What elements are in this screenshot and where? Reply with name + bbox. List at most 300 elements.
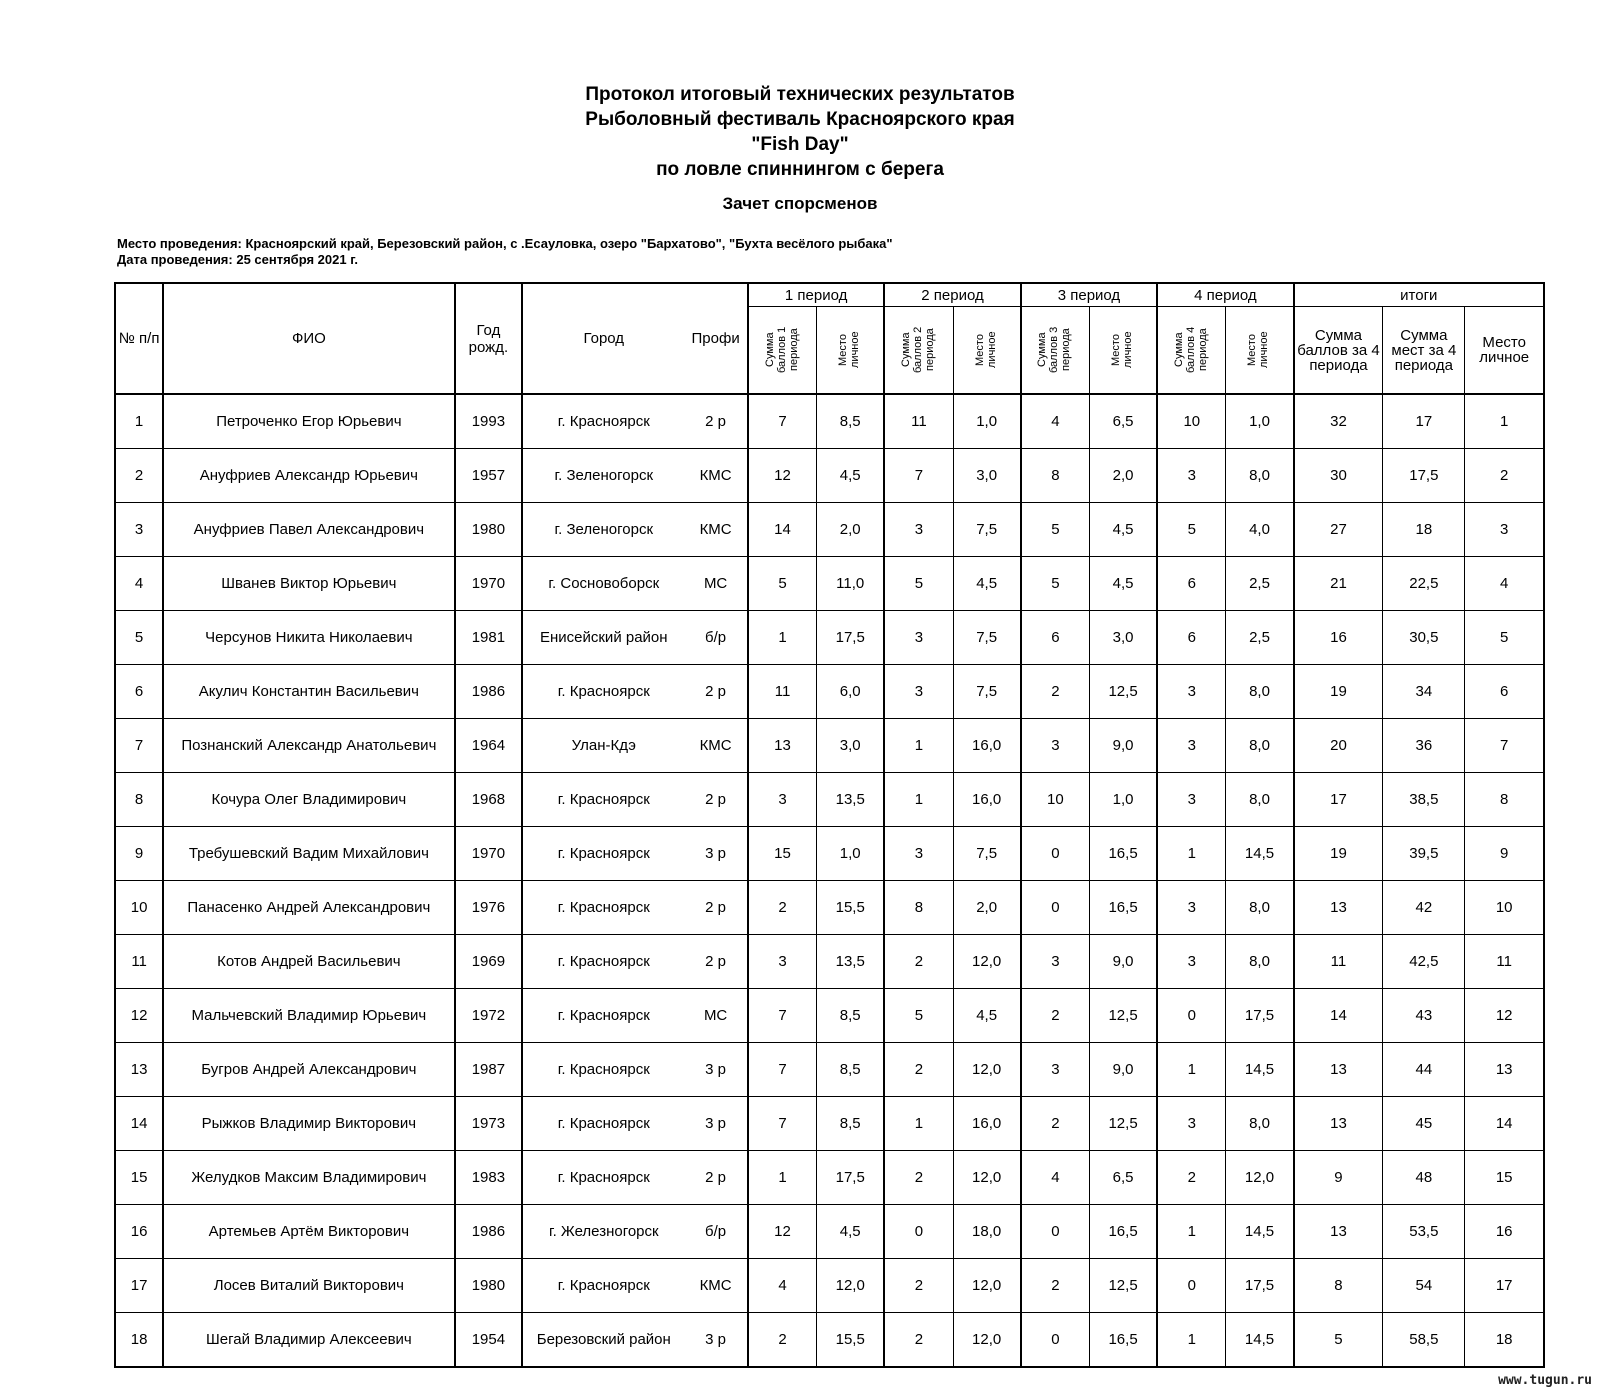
cell-total-points: 13 bbox=[1294, 1205, 1383, 1259]
cell-name: Котов Андрей Васильевич bbox=[163, 935, 454, 989]
table-row bbox=[115, 827, 1544, 881]
cell-p2-place: 16,0 bbox=[953, 719, 1021, 773]
cell-p3-sum: 2 bbox=[1021, 1259, 1090, 1313]
cell-name: Познанский Александр Анатольевич bbox=[163, 719, 454, 773]
cell-p1-place: 17,5 bbox=[817, 1151, 885, 1205]
cell-p2-sum: 1 bbox=[884, 773, 953, 827]
header-total-places: Сумма мест за 4 периода bbox=[1383, 307, 1465, 395]
header-p4-place-text: Место личное bbox=[1246, 331, 1271, 369]
cell-city: г. Зеленогорск bbox=[522, 449, 684, 503]
cell-num: 7 bbox=[115, 719, 163, 773]
cell-p4-place: 17,5 bbox=[1226, 1259, 1294, 1313]
cell-final-place: 5 bbox=[1465, 611, 1544, 665]
header-period-4: 4 период bbox=[1157, 283, 1293, 307]
cell-p2-sum: 3 bbox=[884, 503, 953, 557]
cell-final-place: 6 bbox=[1465, 665, 1544, 719]
cell-total-places: 53,5 bbox=[1383, 1205, 1465, 1259]
cell-year: 1972 bbox=[455, 989, 523, 1043]
cell-p4-place: 8,0 bbox=[1226, 719, 1294, 773]
header-city: Город bbox=[522, 283, 684, 394]
cell-p4-sum: 5 bbox=[1157, 503, 1226, 557]
cell-rank: 2 р bbox=[684, 935, 748, 989]
cell-p4-sum: 10 bbox=[1157, 394, 1226, 449]
header-num: № п/п bbox=[115, 283, 163, 394]
cell-p3-place: 4,5 bbox=[1089, 503, 1157, 557]
cell-total-places: 43 bbox=[1383, 989, 1465, 1043]
cell-num: 12 bbox=[115, 989, 163, 1043]
cell-city: г. Красноярск bbox=[522, 1151, 684, 1205]
title-line-4: по ловле спиннингом с берега bbox=[656, 159, 944, 180]
cell-final-place: 11 bbox=[1465, 935, 1544, 989]
cell-rank: КМС bbox=[684, 449, 748, 503]
cell-rank: 3 р bbox=[684, 1313, 748, 1368]
cell-p1-sum: 1 bbox=[748, 611, 817, 665]
table-row bbox=[115, 503, 1544, 557]
watermark: www.tugun.ru bbox=[1498, 1373, 1592, 1388]
table-row bbox=[115, 935, 1544, 989]
document-subtitle: Зачет спорсменов bbox=[722, 194, 878, 213]
cell-name: Артемьев Артём Викторович bbox=[163, 1205, 454, 1259]
cell-year: 1973 bbox=[455, 1097, 523, 1151]
cell-total-places: 42,5 bbox=[1383, 935, 1465, 989]
cell-p3-place: 6,5 bbox=[1089, 394, 1157, 449]
cell-p3-place: 6,5 bbox=[1089, 1151, 1157, 1205]
cell-name: Акулич Константин Васильевич bbox=[163, 665, 454, 719]
cell-p4-sum: 6 bbox=[1157, 611, 1226, 665]
cell-p3-sum: 8 bbox=[1021, 449, 1090, 503]
cell-num: 2 bbox=[115, 449, 163, 503]
cell-final-place: 7 bbox=[1465, 719, 1544, 773]
header-p1-place bbox=[817, 307, 885, 395]
cell-total-places: 54 bbox=[1383, 1259, 1465, 1313]
cell-p1-sum: 12 bbox=[748, 1205, 817, 1259]
document-title bbox=[0, 82, 1600, 182]
cell-p1-sum: 12 bbox=[748, 449, 817, 503]
cell-p4-sum: 0 bbox=[1157, 1259, 1226, 1313]
cell-p1-place: 4,5 bbox=[817, 1205, 885, 1259]
cell-total-places: 42 bbox=[1383, 881, 1465, 935]
cell-p2-sum: 1 bbox=[884, 719, 953, 773]
header-p4-place bbox=[1226, 307, 1294, 395]
cell-p1-place: 12,0 bbox=[817, 1259, 885, 1313]
results-table bbox=[114, 282, 1545, 1368]
cell-city: г. Красноярск bbox=[522, 394, 684, 449]
cell-p1-place: 6,0 bbox=[817, 665, 885, 719]
cell-p3-sum: 5 bbox=[1021, 503, 1090, 557]
cell-p3-sum: 2 bbox=[1021, 665, 1090, 719]
cell-name: Ануфриев Павел Александрович bbox=[163, 503, 454, 557]
cell-p2-sum: 7 bbox=[884, 449, 953, 503]
cell-total-places: 34 bbox=[1383, 665, 1465, 719]
cell-p2-place: 7,5 bbox=[953, 665, 1021, 719]
cell-p1-sum: 2 bbox=[748, 881, 817, 935]
cell-rank: б/р bbox=[684, 611, 748, 665]
cell-total-points: 8 bbox=[1294, 1259, 1383, 1313]
cell-rank: 2 р bbox=[684, 1151, 748, 1205]
cell-p2-place: 7,5 bbox=[953, 611, 1021, 665]
cell-city: г. Красноярск bbox=[522, 827, 684, 881]
cell-rank: КМС bbox=[684, 1259, 748, 1313]
header-period-1: 1 период bbox=[748, 283, 884, 307]
cell-p1-sum: 11 bbox=[748, 665, 817, 719]
cell-p4-sum: 1 bbox=[1157, 1043, 1226, 1097]
cell-p1-sum: 14 bbox=[748, 503, 817, 557]
cell-p3-place: 3,0 bbox=[1089, 611, 1157, 665]
cell-p2-place: 1,0 bbox=[953, 394, 1021, 449]
cell-p2-place: 16,0 bbox=[953, 1097, 1021, 1151]
cell-p3-sum: 3 bbox=[1021, 935, 1090, 989]
header-final-place: Место личное bbox=[1465, 307, 1544, 395]
cell-p4-place: 8,0 bbox=[1226, 1097, 1294, 1151]
cell-total-points: 19 bbox=[1294, 665, 1383, 719]
cell-p3-place: 12,5 bbox=[1089, 989, 1157, 1043]
header-p2-place-text: Место личное bbox=[973, 331, 998, 369]
table-row bbox=[115, 1205, 1544, 1259]
cell-p2-place: 12,0 bbox=[953, 1043, 1021, 1097]
cell-p2-place: 12,0 bbox=[953, 1259, 1021, 1313]
cell-city: г. Красноярск bbox=[522, 989, 684, 1043]
cell-total-places: 44 bbox=[1383, 1043, 1465, 1097]
cell-total-places: 48 bbox=[1383, 1151, 1465, 1205]
cell-p2-sum: 11 bbox=[884, 394, 953, 449]
cell-rank: МС bbox=[684, 989, 748, 1043]
cell-p4-sum: 1 bbox=[1157, 1205, 1226, 1259]
cell-p3-sum: 4 bbox=[1021, 1151, 1090, 1205]
cell-city: г. Красноярск bbox=[522, 881, 684, 935]
cell-p2-place: 12,0 bbox=[953, 1151, 1021, 1205]
cell-p4-place: 8,0 bbox=[1226, 665, 1294, 719]
cell-p4-sum: 3 bbox=[1157, 719, 1226, 773]
table-row bbox=[115, 1259, 1544, 1313]
cell-final-place: 17 bbox=[1465, 1259, 1544, 1313]
header-p2-place bbox=[953, 307, 1021, 395]
cell-p4-sum: 3 bbox=[1157, 881, 1226, 935]
cell-city: Улан-Кдэ bbox=[522, 719, 684, 773]
cell-num: 9 bbox=[115, 827, 163, 881]
cell-num: 8 bbox=[115, 773, 163, 827]
cell-name: Лосев Виталий Викторович bbox=[163, 1259, 454, 1313]
cell-p4-place: 4,0 bbox=[1226, 503, 1294, 557]
cell-name: Шегай Владимир Алексеевич bbox=[163, 1313, 454, 1368]
cell-p1-place: 13,5 bbox=[817, 935, 885, 989]
cell-p1-place: 8,5 bbox=[817, 1097, 885, 1151]
cell-year: 1964 bbox=[455, 719, 523, 773]
cell-num: 11 bbox=[115, 935, 163, 989]
table-row bbox=[115, 1313, 1544, 1368]
cell-total-places: 39,5 bbox=[1383, 827, 1465, 881]
cell-final-place: 18 bbox=[1465, 1313, 1544, 1368]
cell-p1-sum: 4 bbox=[748, 1259, 817, 1313]
cell-p1-sum: 1 bbox=[748, 1151, 817, 1205]
cell-p4-sum: 3 bbox=[1157, 773, 1226, 827]
cell-year: 1980 bbox=[455, 503, 523, 557]
cell-p4-place: 14,5 bbox=[1226, 1313, 1294, 1368]
cell-p4-place: 14,5 bbox=[1226, 1205, 1294, 1259]
cell-num: 3 bbox=[115, 503, 163, 557]
cell-p2-place: 18,0 bbox=[953, 1205, 1021, 1259]
cell-p3-place: 12,5 bbox=[1089, 1259, 1157, 1313]
cell-p1-place: 13,5 bbox=[817, 773, 885, 827]
header-p4-sum-text: Сумма баллов 4 периода bbox=[1172, 326, 1209, 374]
cell-year: 1957 bbox=[455, 449, 523, 503]
cell-p2-sum: 1 bbox=[884, 1097, 953, 1151]
cell-num: 1 bbox=[115, 394, 163, 449]
header-p1-sum-text: Сумма баллов 1 периода bbox=[763, 326, 800, 374]
cell-p3-sum: 0 bbox=[1021, 1205, 1090, 1259]
cell-p2-sum: 2 bbox=[884, 1043, 953, 1097]
cell-total-places: 45 bbox=[1383, 1097, 1465, 1151]
cell-p3-sum: 3 bbox=[1021, 719, 1090, 773]
cell-p2-place: 7,5 bbox=[953, 503, 1021, 557]
cell-p3-sum: 2 bbox=[1021, 989, 1090, 1043]
cell-total-points: 21 bbox=[1294, 557, 1383, 611]
cell-p1-place: 2,0 bbox=[817, 503, 885, 557]
cell-final-place: 2 bbox=[1465, 449, 1544, 503]
cell-p2-place: 12,0 bbox=[953, 935, 1021, 989]
cell-p3-place: 16,5 bbox=[1089, 1205, 1157, 1259]
cell-num: 17 bbox=[115, 1259, 163, 1313]
cell-name: Кочура Олег Владимирович bbox=[163, 773, 454, 827]
cell-p2-place: 12,0 bbox=[953, 1313, 1021, 1368]
cell-p1-place: 3,0 bbox=[817, 719, 885, 773]
cell-year: 1986 bbox=[455, 665, 523, 719]
cell-p4-place: 14,5 bbox=[1226, 827, 1294, 881]
cell-p2-sum: 2 bbox=[884, 935, 953, 989]
header-totals: итоги bbox=[1294, 283, 1544, 307]
cell-year: 1969 bbox=[455, 935, 523, 989]
cell-city: г. Красноярск bbox=[522, 1097, 684, 1151]
cell-year: 1968 bbox=[455, 773, 523, 827]
cell-total-points: 30 bbox=[1294, 449, 1383, 503]
cell-num: 16 bbox=[115, 1205, 163, 1259]
cell-p1-sum: 3 bbox=[748, 773, 817, 827]
cell-year: 1981 bbox=[455, 611, 523, 665]
header-p2-sum-text: Сумма баллов 2 периода bbox=[899, 326, 936, 374]
cell-p3-sum: 2 bbox=[1021, 1097, 1090, 1151]
cell-p1-sum: 2 bbox=[748, 1313, 817, 1368]
cell-total-places: 17,5 bbox=[1383, 449, 1465, 503]
cell-p2-sum: 5 bbox=[884, 557, 953, 611]
cell-p4-place: 8,0 bbox=[1226, 881, 1294, 935]
cell-rank: 2 р bbox=[684, 881, 748, 935]
cell-p2-sum: 2 bbox=[884, 1259, 953, 1313]
header-name: ФИО bbox=[163, 283, 454, 394]
cell-p3-sum: 10 bbox=[1021, 773, 1090, 827]
table-row bbox=[115, 611, 1544, 665]
cell-year: 1986 bbox=[455, 1205, 523, 1259]
cell-p2-place: 3,0 bbox=[953, 449, 1021, 503]
cell-p2-sum: 2 bbox=[884, 1151, 953, 1205]
cell-year: 1970 bbox=[455, 827, 523, 881]
cell-p3-sum: 0 bbox=[1021, 881, 1090, 935]
cell-num: 10 bbox=[115, 881, 163, 935]
table-row bbox=[115, 557, 1544, 611]
table-row bbox=[115, 1151, 1544, 1205]
cell-p4-sum: 3 bbox=[1157, 1097, 1226, 1151]
cell-name: Требушевский Вадим Михайлович bbox=[163, 827, 454, 881]
cell-p4-place: 2,5 bbox=[1226, 557, 1294, 611]
cell-year: 1987 bbox=[455, 1043, 523, 1097]
cell-rank: МС bbox=[684, 557, 748, 611]
cell-p2-place: 4,5 bbox=[953, 557, 1021, 611]
cell-total-points: 14 bbox=[1294, 989, 1383, 1043]
cell-p1-place: 8,5 bbox=[817, 1043, 885, 1097]
cell-p4-place: 8,0 bbox=[1226, 935, 1294, 989]
cell-p1-sum: 15 bbox=[748, 827, 817, 881]
title-line-2: Рыболовный фестиваль Красноярского края bbox=[585, 109, 1015, 130]
table-row bbox=[115, 1043, 1544, 1097]
cell-rank: 2 р bbox=[684, 773, 748, 827]
cell-name: Петроченко Егор Юрьевич bbox=[163, 394, 454, 449]
header-p1-place-text: Место личное bbox=[837, 331, 862, 369]
cell-p3-place: 12,5 bbox=[1089, 665, 1157, 719]
table-row bbox=[115, 989, 1544, 1043]
cell-total-points: 20 bbox=[1294, 719, 1383, 773]
cell-p1-sum: 7 bbox=[748, 1097, 817, 1151]
cell-p4-place: 2,5 bbox=[1226, 611, 1294, 665]
cell-rank: КМС bbox=[684, 503, 748, 557]
cell-rank: 2 р bbox=[684, 665, 748, 719]
event-info bbox=[117, 236, 893, 268]
venue-text: Место проведения: Красноярский край, Березовский район, с .Есауловка, озеро "Бархатово", "Бухта весёлого рыбака" bbox=[117, 236, 893, 251]
cell-p3-sum: 4 bbox=[1021, 394, 1090, 449]
cell-final-place: 14 bbox=[1465, 1097, 1544, 1151]
cell-p3-sum: 0 bbox=[1021, 1313, 1090, 1368]
cell-total-points: 11 bbox=[1294, 935, 1383, 989]
header-p1-sum bbox=[748, 307, 817, 395]
cell-num: 13 bbox=[115, 1043, 163, 1097]
header-period-2: 2 период bbox=[884, 283, 1020, 307]
cell-p2-sum: 3 bbox=[884, 665, 953, 719]
cell-p4-place: 8,0 bbox=[1226, 773, 1294, 827]
table-row bbox=[115, 394, 1544, 449]
cell-p1-sum: 3 bbox=[748, 935, 817, 989]
cell-p2-sum: 8 bbox=[884, 881, 953, 935]
cell-num: 5 bbox=[115, 611, 163, 665]
cell-p1-place: 17,5 bbox=[817, 611, 885, 665]
cell-city: г. Красноярск bbox=[522, 665, 684, 719]
cell-city: г. Красноярск bbox=[522, 1259, 684, 1313]
cell-total-points: 13 bbox=[1294, 1097, 1383, 1151]
cell-p4-place: 1,0 bbox=[1226, 394, 1294, 449]
cell-p2-place: 4,5 bbox=[953, 989, 1021, 1043]
cell-p3-place: 16,5 bbox=[1089, 881, 1157, 935]
cell-year: 1980 bbox=[455, 1259, 523, 1313]
table-row bbox=[115, 881, 1544, 935]
header-p3-sum bbox=[1021, 307, 1090, 395]
cell-p2-sum: 3 bbox=[884, 611, 953, 665]
cell-final-place: 12 bbox=[1465, 989, 1544, 1043]
cell-year: 1983 bbox=[455, 1151, 523, 1205]
cell-p3-place: 9,0 bbox=[1089, 719, 1157, 773]
cell-total-places: 36 bbox=[1383, 719, 1465, 773]
cell-p4-sum: 6 bbox=[1157, 557, 1226, 611]
cell-final-place: 16 bbox=[1465, 1205, 1544, 1259]
cell-p3-place: 2,0 bbox=[1089, 449, 1157, 503]
cell-p3-place: 9,0 bbox=[1089, 935, 1157, 989]
header-p3-sum-text: Сумма баллов 3 периода bbox=[1036, 326, 1073, 374]
cell-final-place: 15 bbox=[1465, 1151, 1544, 1205]
cell-name: Рыжков Владимир Викторович bbox=[163, 1097, 454, 1151]
table-row bbox=[115, 449, 1544, 503]
cell-p1-place: 15,5 bbox=[817, 881, 885, 935]
header-p4-sum bbox=[1157, 307, 1226, 395]
cell-p4-sum: 2 bbox=[1157, 1151, 1226, 1205]
cell-num: 15 bbox=[115, 1151, 163, 1205]
cell-rank: 3 р bbox=[684, 1043, 748, 1097]
header-p2-sum bbox=[884, 307, 953, 395]
cell-final-place: 9 bbox=[1465, 827, 1544, 881]
table-row bbox=[115, 665, 1544, 719]
cell-final-place: 4 bbox=[1465, 557, 1544, 611]
table-row bbox=[115, 719, 1544, 773]
cell-city: г. Красноярск bbox=[522, 935, 684, 989]
cell-name: Желудков Максим Владимирович bbox=[163, 1151, 454, 1205]
cell-final-place: 1 bbox=[1465, 394, 1544, 449]
cell-p2-sum: 5 bbox=[884, 989, 953, 1043]
cell-p2-place: 16,0 bbox=[953, 773, 1021, 827]
cell-city: г. Железногорск bbox=[522, 1205, 684, 1259]
cell-city: г. Красноярск bbox=[522, 773, 684, 827]
cell-p1-place: 1,0 bbox=[817, 827, 885, 881]
cell-final-place: 10 bbox=[1465, 881, 1544, 935]
cell-year: 1976 bbox=[455, 881, 523, 935]
cell-num: 14 bbox=[115, 1097, 163, 1151]
cell-total-places: 58,5 bbox=[1383, 1313, 1465, 1368]
cell-final-place: 3 bbox=[1465, 503, 1544, 557]
cell-p3-sum: 3 bbox=[1021, 1043, 1090, 1097]
header-period-3: 3 период bbox=[1021, 283, 1157, 307]
cell-p4-sum: 0 bbox=[1157, 989, 1226, 1043]
cell-p4-sum: 3 bbox=[1157, 665, 1226, 719]
cell-num: 18 bbox=[115, 1313, 163, 1368]
cell-city: г. Зеленогорск bbox=[522, 503, 684, 557]
cell-p1-place: 8,5 bbox=[817, 989, 885, 1043]
title-line-1: Протокол итоговый технических результатов bbox=[585, 84, 1015, 105]
header-rank: Профи bbox=[684, 283, 748, 394]
cell-total-points: 16 bbox=[1294, 611, 1383, 665]
cell-p3-place: 16,5 bbox=[1089, 827, 1157, 881]
cell-p1-sum: 13 bbox=[748, 719, 817, 773]
cell-total-places: 18 bbox=[1383, 503, 1465, 557]
cell-p3-place: 16,5 bbox=[1089, 1313, 1157, 1368]
cell-p4-place: 8,0 bbox=[1226, 449, 1294, 503]
cell-p3-sum: 6 bbox=[1021, 611, 1090, 665]
title-line-3: "Fish Day" bbox=[751, 134, 849, 155]
cell-p1-sum: 7 bbox=[748, 989, 817, 1043]
cell-total-points: 9 bbox=[1294, 1151, 1383, 1205]
cell-name: Ануфриев Александр Юрьевич bbox=[163, 449, 454, 503]
cell-year: 1993 bbox=[455, 394, 523, 449]
cell-p1-place: 11,0 bbox=[817, 557, 885, 611]
cell-p4-sum: 3 bbox=[1157, 449, 1226, 503]
cell-city: г. Сосновоборск bbox=[522, 557, 684, 611]
header-total-points: Сумма баллов за 4 периода bbox=[1294, 307, 1383, 395]
cell-num: 6 bbox=[115, 665, 163, 719]
cell-p1-sum: 5 bbox=[748, 557, 817, 611]
cell-p1-place: 15,5 bbox=[817, 1313, 885, 1368]
cell-final-place: 13 bbox=[1465, 1043, 1544, 1097]
cell-name: Панасенко Андрей Александрович bbox=[163, 881, 454, 935]
cell-p3-sum: 5 bbox=[1021, 557, 1090, 611]
cell-name: Бугров Андрей Александрович bbox=[163, 1043, 454, 1097]
cell-city: Енисейский район bbox=[522, 611, 684, 665]
cell-p4-sum: 1 bbox=[1157, 1313, 1226, 1368]
cell-total-points: 27 bbox=[1294, 503, 1383, 557]
cell-rank: б/р bbox=[684, 1205, 748, 1259]
cell-rank: КМС bbox=[684, 719, 748, 773]
cell-p4-place: 12,0 bbox=[1226, 1151, 1294, 1205]
